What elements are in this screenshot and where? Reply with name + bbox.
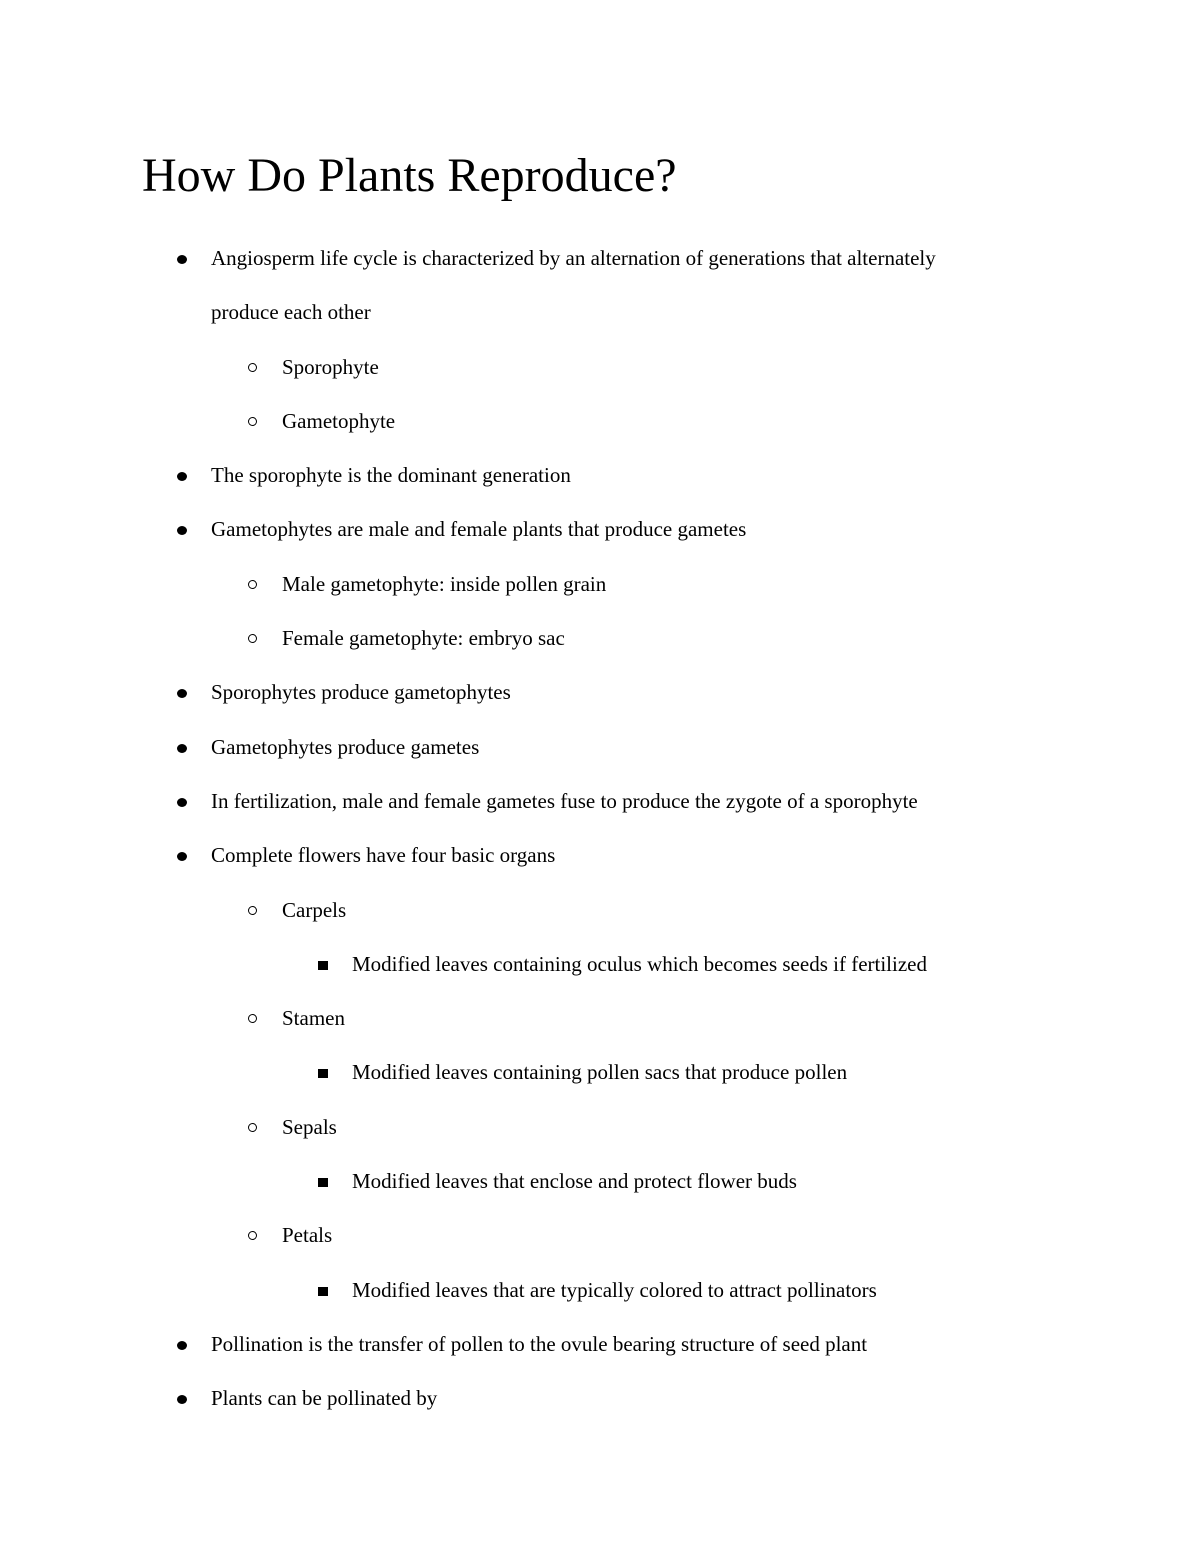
list-item	[0, 611, 1200, 665]
list-item-text: Carpels	[282, 897, 347, 922]
list-item-text: Modified leaves containing pollen sacs that produce pollen	[352, 1060, 848, 1085]
list-item-text: Complete flowers have four basic organs	[211, 843, 556, 868]
list-item-text: Modified leaves that are typically colored to attract pollinators	[352, 1277, 877, 1302]
list-item-text: In fertilization, male and female gametes fuse to produce the zygote of a sporophyte	[211, 788, 918, 813]
list-item	[0, 231, 1200, 340]
list-item	[0, 665, 1200, 719]
list-item-text: Pollination is the transfer of pollen to the ovule bearing structure of seed plant	[211, 1331, 868, 1356]
list-item-text: Modified leaves that enclose and protect flower buds	[352, 1169, 797, 1194]
page-title: How Do Plants Reproduce?	[142, 149, 677, 202]
list-item	[0, 828, 1200, 882]
list-item	[0, 720, 1200, 774]
list-item	[0, 1371, 1200, 1425]
list-item-text: Angiosperm life cycle is characterized by an alternation of generations that alternately produce each other	[211, 246, 936, 325]
list-item-text: The sporophyte is the dominant generation	[211, 463, 571, 488]
list-item	[0, 883, 1200, 937]
list-item	[0, 1208, 1200, 1262]
list-item	[0, 557, 1200, 611]
list-item-text: Gametophyte	[282, 408, 396, 433]
list-item	[0, 937, 1200, 991]
list-item-text: Sepals	[282, 1114, 337, 1139]
list-item	[0, 774, 1200, 828]
list-item	[0, 448, 1200, 502]
list-item	[0, 1100, 1200, 1154]
list-item-text: Female gametophyte: embryo sac	[282, 626, 565, 651]
list-item-text: Sporophyte	[282, 354, 379, 379]
list-item-text: Petals	[282, 1223, 333, 1248]
list-item-text: Gametophytes are male and female plants that produce gametes	[211, 517, 747, 542]
list-item-text: Modified leaves containing oculus which becomes seeds if fertilized	[352, 951, 927, 976]
list-item-text: Male gametophyte: inside pollen grain	[282, 571, 607, 596]
list-item-text: Sporophytes produce gametophytes	[211, 680, 511, 705]
list-item	[0, 1045, 1200, 1099]
bullet-list	[0, 231, 1200, 1426]
list-item	[0, 991, 1200, 1045]
list-item	[0, 1317, 1200, 1371]
list-item-text: Plants can be pollinated by	[211, 1386, 438, 1411]
list-item	[0, 1154, 1200, 1208]
list-item	[0, 1263, 1200, 1317]
list-item-text: Gametophytes produce gametes	[211, 734, 480, 759]
list-item	[0, 340, 1200, 394]
list-item	[0, 502, 1200, 556]
list-item-text: Stamen	[282, 1006, 345, 1031]
list-item	[0, 394, 1200, 448]
